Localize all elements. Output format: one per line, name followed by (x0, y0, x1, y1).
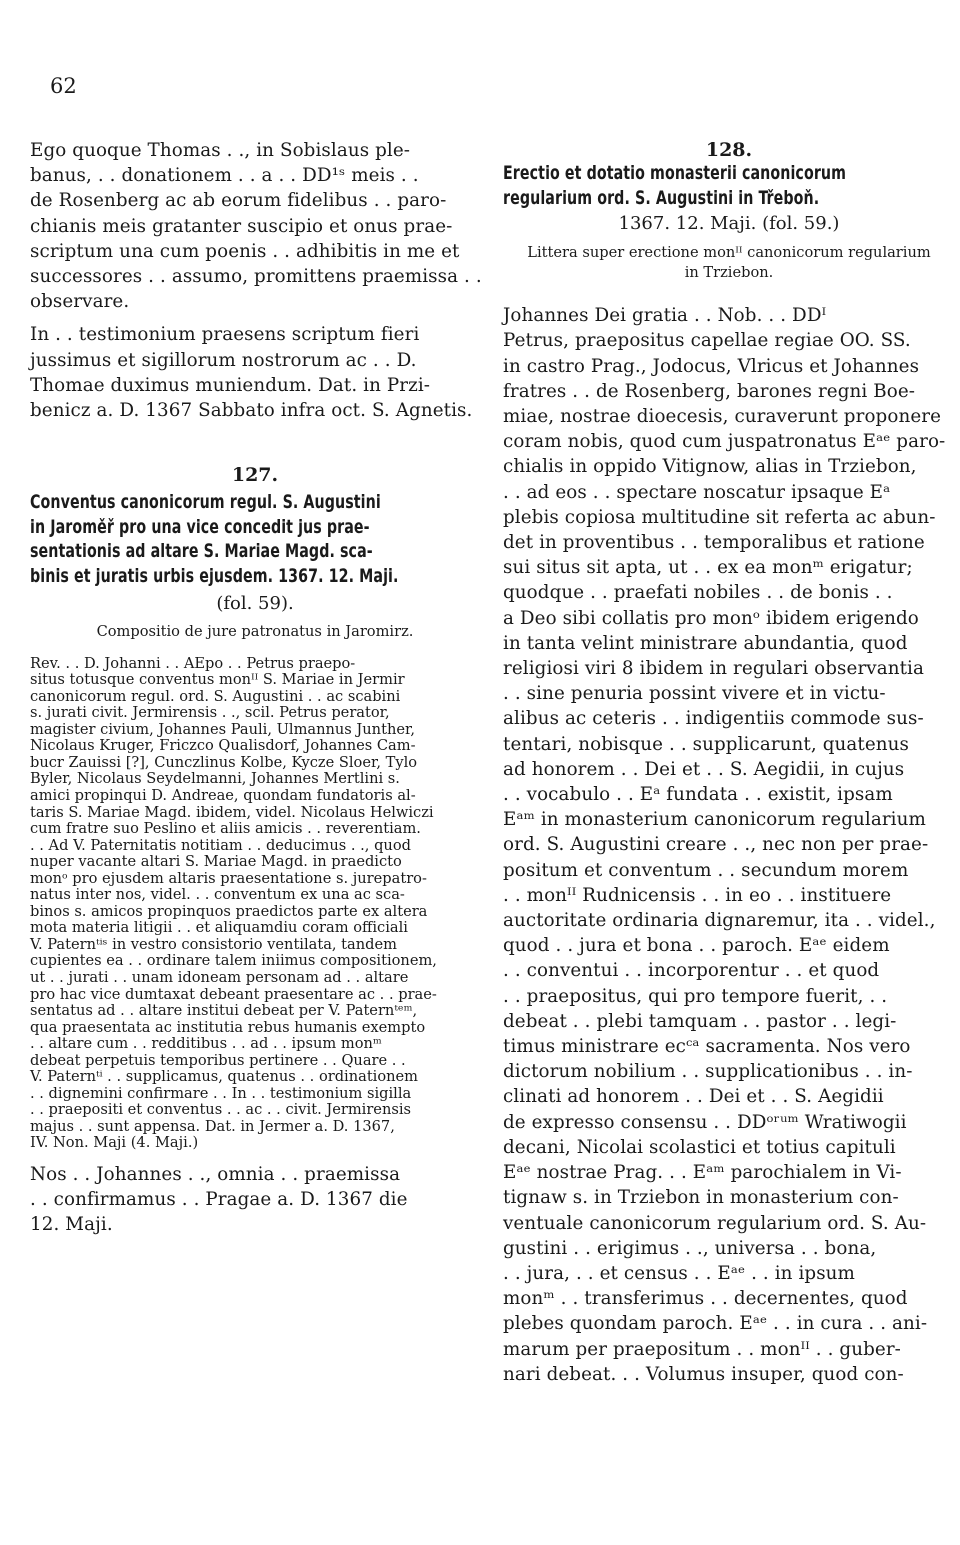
doc-127-regest: Compositio de jure patronatus in Jaromirz. (96, 622, 414, 640)
text-line: clinati ad honorem . . Dei et . . S. Aegidii (503, 1086, 884, 1108)
left-column (30, 138, 480, 1238)
text-line: Eᵃᵉ nostrae Prag. . . Eᵃᵐ parochialem in Vi- (503, 1162, 902, 1184)
text-line: pro hac vice dumtaxat debeant praesentare ac . . prae- (30, 985, 437, 1003)
text-line: auctoritate ordinaria dignaremur, ita . . videl., (503, 910, 936, 932)
text-line: quod . . jura et bona . . paroch. Eᵃᵉ eidem (503, 935, 890, 957)
text-line: Thomae duximus muniendum. Dat. in Przi- (30, 374, 431, 396)
text-line: natus inter nos, videl. . . conventum ex una ac sca- (30, 886, 405, 904)
text-line: bucr Zauissi [?], Cunczlinus Kolbe, Kycze Sloer, Tylo (30, 753, 418, 771)
text-line: banus, . . donationem . . a . . DD¹ˢ meis . . (30, 165, 419, 187)
text-line: qua praesentata ac institutia rebus humanis exempto (30, 1018, 426, 1036)
text-line: canonicorum regul. ord. S. Augustini . . ac scabini (30, 687, 401, 705)
text-line: V. Paternᵗⁱ . . supplicamus, quatenus . . ordinationem (30, 1068, 419, 1086)
text-line: . . Ad V. Paternitatis notitiam . . deducimus . ., quod (30, 836, 411, 854)
doc-127-small-text (30, 656, 480, 1152)
text-line: sentationis ad altare S. Mariae Magd. sca- (30, 541, 373, 563)
text-line: decani, Nicolai scolastici et totius capituli (503, 1136, 896, 1158)
text-line: Byler, Nicolaus Seydelmanni, Johannes Mertlini s. (30, 770, 400, 788)
text-line: chialis in oppido Vitignow, alias in Trziebon, (503, 456, 917, 478)
text-line: gustini . . erigimus . ., universa . . bona, (503, 1237, 877, 1259)
text-line: binos s. amicos propinquos praedictos parte ex altera (30, 902, 428, 920)
text-line: situs totusque conventus monᴵᴵ S. Mariae in Jermir (30, 671, 405, 689)
text-line: plebis copiosa multitudine sit referta ac abun- (503, 506, 936, 528)
text-line: de expresso consensu . . DDᵒʳᵘᵐ Wratiwogii (503, 1111, 907, 1133)
text-line: . . dignemini confirmare . . In . . testimonium sigilla (30, 1084, 412, 1102)
text-line: marum per praepositum . . monᴵᴵ . . guber- (503, 1338, 901, 1360)
text-line: cum fratre suo Peslino et aliis amicis . . reverentiam. (30, 820, 421, 838)
text-line: . . monᴵᴵ Rudnicensis . . in eo . . instituere (503, 884, 892, 906)
text-line: nari debeat. . . Volumus insuper, quod con- (503, 1363, 904, 1385)
text-line: observare. (30, 291, 130, 313)
text-line: timus ministrare ecᶜᵃ sacramenta. Nos vero (503, 1036, 911, 1058)
text-line: amici propinqui D. Andreae, quondam fundatoris al- (30, 786, 416, 804)
doc-number-127: 127. (231, 464, 279, 487)
text-line: monᵐ . . transferimus . . decernentes, quod (503, 1288, 908, 1310)
text-line: Petrus, praepositus capellae regiae OO. SS. (503, 330, 911, 352)
text-line: fratres . . de Rosenberg, barones regni Boe- (503, 380, 916, 402)
right-column (503, 138, 955, 1387)
doc-127-folio: (fol. 59). (216, 592, 294, 614)
text-line: debeat . . plebi tamquam . . pastor . . legi- (503, 1010, 897, 1032)
text-line: det in proventibus . . temporalibus et ratione (503, 532, 925, 554)
text-line: plebes quondam paroch. Eᵃᵉ . . in cura . . ani- (503, 1313, 928, 1335)
para-testimonium (30, 322, 480, 423)
text-line: successores . . assumo, promittens praemissa . . (30, 266, 482, 288)
text-line: sui situs sit apta, ut . . ex ea monᵐ erigatur; (503, 557, 913, 579)
text-line: tignaw s. in Trziebon in monasterium con- (503, 1187, 899, 1209)
text-line: . . altare cum . . redditibus . . ad . . ipsum monᵐ (30, 1035, 382, 1053)
text-line: taris S. Mariae Magd. ibidem, videl. Nicolaus Helwiczi (30, 803, 434, 821)
doc-128-heading (503, 162, 955, 211)
text-line: ord. S. Augustini creare . ., nec non per prae- (503, 834, 929, 856)
text-line: tentari, nobisque . . supplicarunt, quatenus (503, 733, 909, 755)
text-line: mota materia litigii . . et aliquamdiu coram officiali (30, 919, 408, 937)
text-line: jussimus et sigillorum nostrorum ac . . D. (30, 349, 417, 371)
text-line: de Rosenberg ac ab eorum fidelibus . . paro- (30, 190, 447, 212)
text-line: Eᵃᵐ in monasterium canonicorum regularium (503, 809, 926, 831)
text-line: chianis meis gratanter suscipio et onus prae- (30, 215, 453, 237)
text-line: IV. Non. Maji (4. Maji.) (30, 1134, 199, 1152)
text-line: alibus ac ceteris . . indigentiis commode sus- (503, 708, 924, 730)
text-line: Littera super erectione monᴵᴵ canonicorum regularium (527, 244, 931, 262)
text-line: ut . . jurati . . unam idoneam personam ad . . altare (30, 969, 409, 986)
text-line: Johannes Dei gratia . . Nob. . . DDᴵ (503, 305, 827, 327)
text-line: . . praepositi et conventus . . ac . . civit. Jermirensis (30, 1101, 411, 1119)
doc-128-body (503, 303, 955, 1387)
text-line: in tanta velint ministrare abundantia, quod (503, 632, 908, 654)
doc-128-date: 1367. 12. Maji. (fol. 59.) (618, 213, 840, 235)
text-line: Nos . . Johannes . ., omnia . . praemissa (30, 1164, 401, 1186)
text-line: Ego quoque Thomas . ., in Sobislaus ple- (30, 140, 411, 161)
text-line: magister civium, Johannes Pauli, Ulmannus Junther, (30, 720, 415, 738)
text-line: ad honorem . . Dei et . . S. Aegidii, in cujus (503, 758, 905, 780)
text-line: Conventus canonicorum regul. S. Augustini (30, 492, 381, 514)
text-line: In . . testimonium praesens scriptum fieri (30, 324, 420, 346)
text-line: . . praepositus, qui pro tempore fuerit, . . (503, 985, 888, 1007)
text-line: Erectio et dotatio monasterii canonicorum (503, 163, 847, 184)
text-line: positum et conventum . . secundum morem (503, 859, 909, 881)
text-line: sentatus ad . . altare institui debeat per V. Paternᵗᵉᵐ, (30, 1002, 418, 1020)
text-line: . . conventui . . incorporentur . . et quod (503, 960, 880, 982)
doc-127-confirm (30, 1162, 480, 1238)
text-line: s. jurati civit. Jermirensis . ., scil. Petrus perator, (30, 704, 390, 722)
text-line: religiosi viri 8 ibidem in regulari observantia (503, 658, 924, 680)
text-line: . . ad eos . . spectare noscatur ipsaque Eᵃ (503, 481, 891, 503)
doc-128-regest (503, 243, 955, 283)
doc-127-heading (30, 491, 480, 589)
text-line: Rev. . . D. Johanni . . AEpo . . Petrus praepo- (30, 654, 356, 672)
text-line: benicz a. D. 1367 Sabbato infra oct. S. Agnetis. (30, 400, 473, 422)
text-line: regularium ord. S. Augustini in Třeboň. (503, 187, 820, 209)
text-line: quodque . . praefati nobiles . . de bonis . . (503, 582, 893, 604)
text-line: V. Paternᵗⁱˢ in vestro consistorio ventilata, tandem (30, 935, 397, 953)
text-line: ventuale canonicorum regularium ord. S. Au- (503, 1212, 927, 1234)
text-line: 12. Maji. (30, 1214, 113, 1236)
text-line: debeat perpetuis temporibus pertinere . . Quare . . (30, 1051, 406, 1069)
text-line: scriptum una cum poenis . . adhibitis in me et (30, 240, 460, 262)
text-line: majus . . sunt appensa. Dat. in Jermer a. D. 1367, (30, 1117, 395, 1135)
text-line: dictorum nobilium . . supplicationibus . . in- (503, 1061, 913, 1083)
text-line: miae, nostrae dioecesis, curaverunt proponere (503, 406, 942, 427)
text-line: coram nobis, quod cum juspatronatus Eᵃᵉ paro- (503, 431, 946, 453)
page-number: 62 (50, 74, 77, 98)
text-line: cupientes ea . . ordinare talem iniimus compositionem, (30, 952, 437, 970)
text-line: . . vocabulo . . Eᵃ fundata . . existit, ipsam (503, 784, 893, 806)
text-line: . . jura, . . et census . . Eᵃᵉ . . in ipsum (503, 1262, 855, 1284)
text-line: in Trziebon. (684, 264, 774, 282)
text-line: a Deo sibi collatis pro monᵒ ibidem erigendo (503, 607, 919, 629)
text-line: . . sine penuria possint vivere et in victu- (503, 683, 886, 705)
text-line: nuper vacante altari S. Mariae Magd. in praedicto (30, 853, 402, 871)
text-line: monᵒ pro ejusdem altaris praesentatione s. jurepatro- (30, 869, 427, 887)
text-line: Nicolaus Kruger, Friczco Qualisdorf, Johannes Cam- (30, 737, 416, 755)
doc-number-128: 128. (705, 139, 753, 161)
text-line: in Jaroměř pro una vice concedit jus prae- (30, 516, 370, 538)
text-line: . . confirmamus . . Pragae a. D. 1367 die (30, 1189, 408, 1211)
text-line: binis et juratis urbis ejusdem. 1367. 12. Maji. (30, 566, 399, 588)
para-ego-quoque (30, 138, 480, 314)
text-line: in castro Prag., Jodocus, Vlricus et Johannes (503, 355, 920, 377)
